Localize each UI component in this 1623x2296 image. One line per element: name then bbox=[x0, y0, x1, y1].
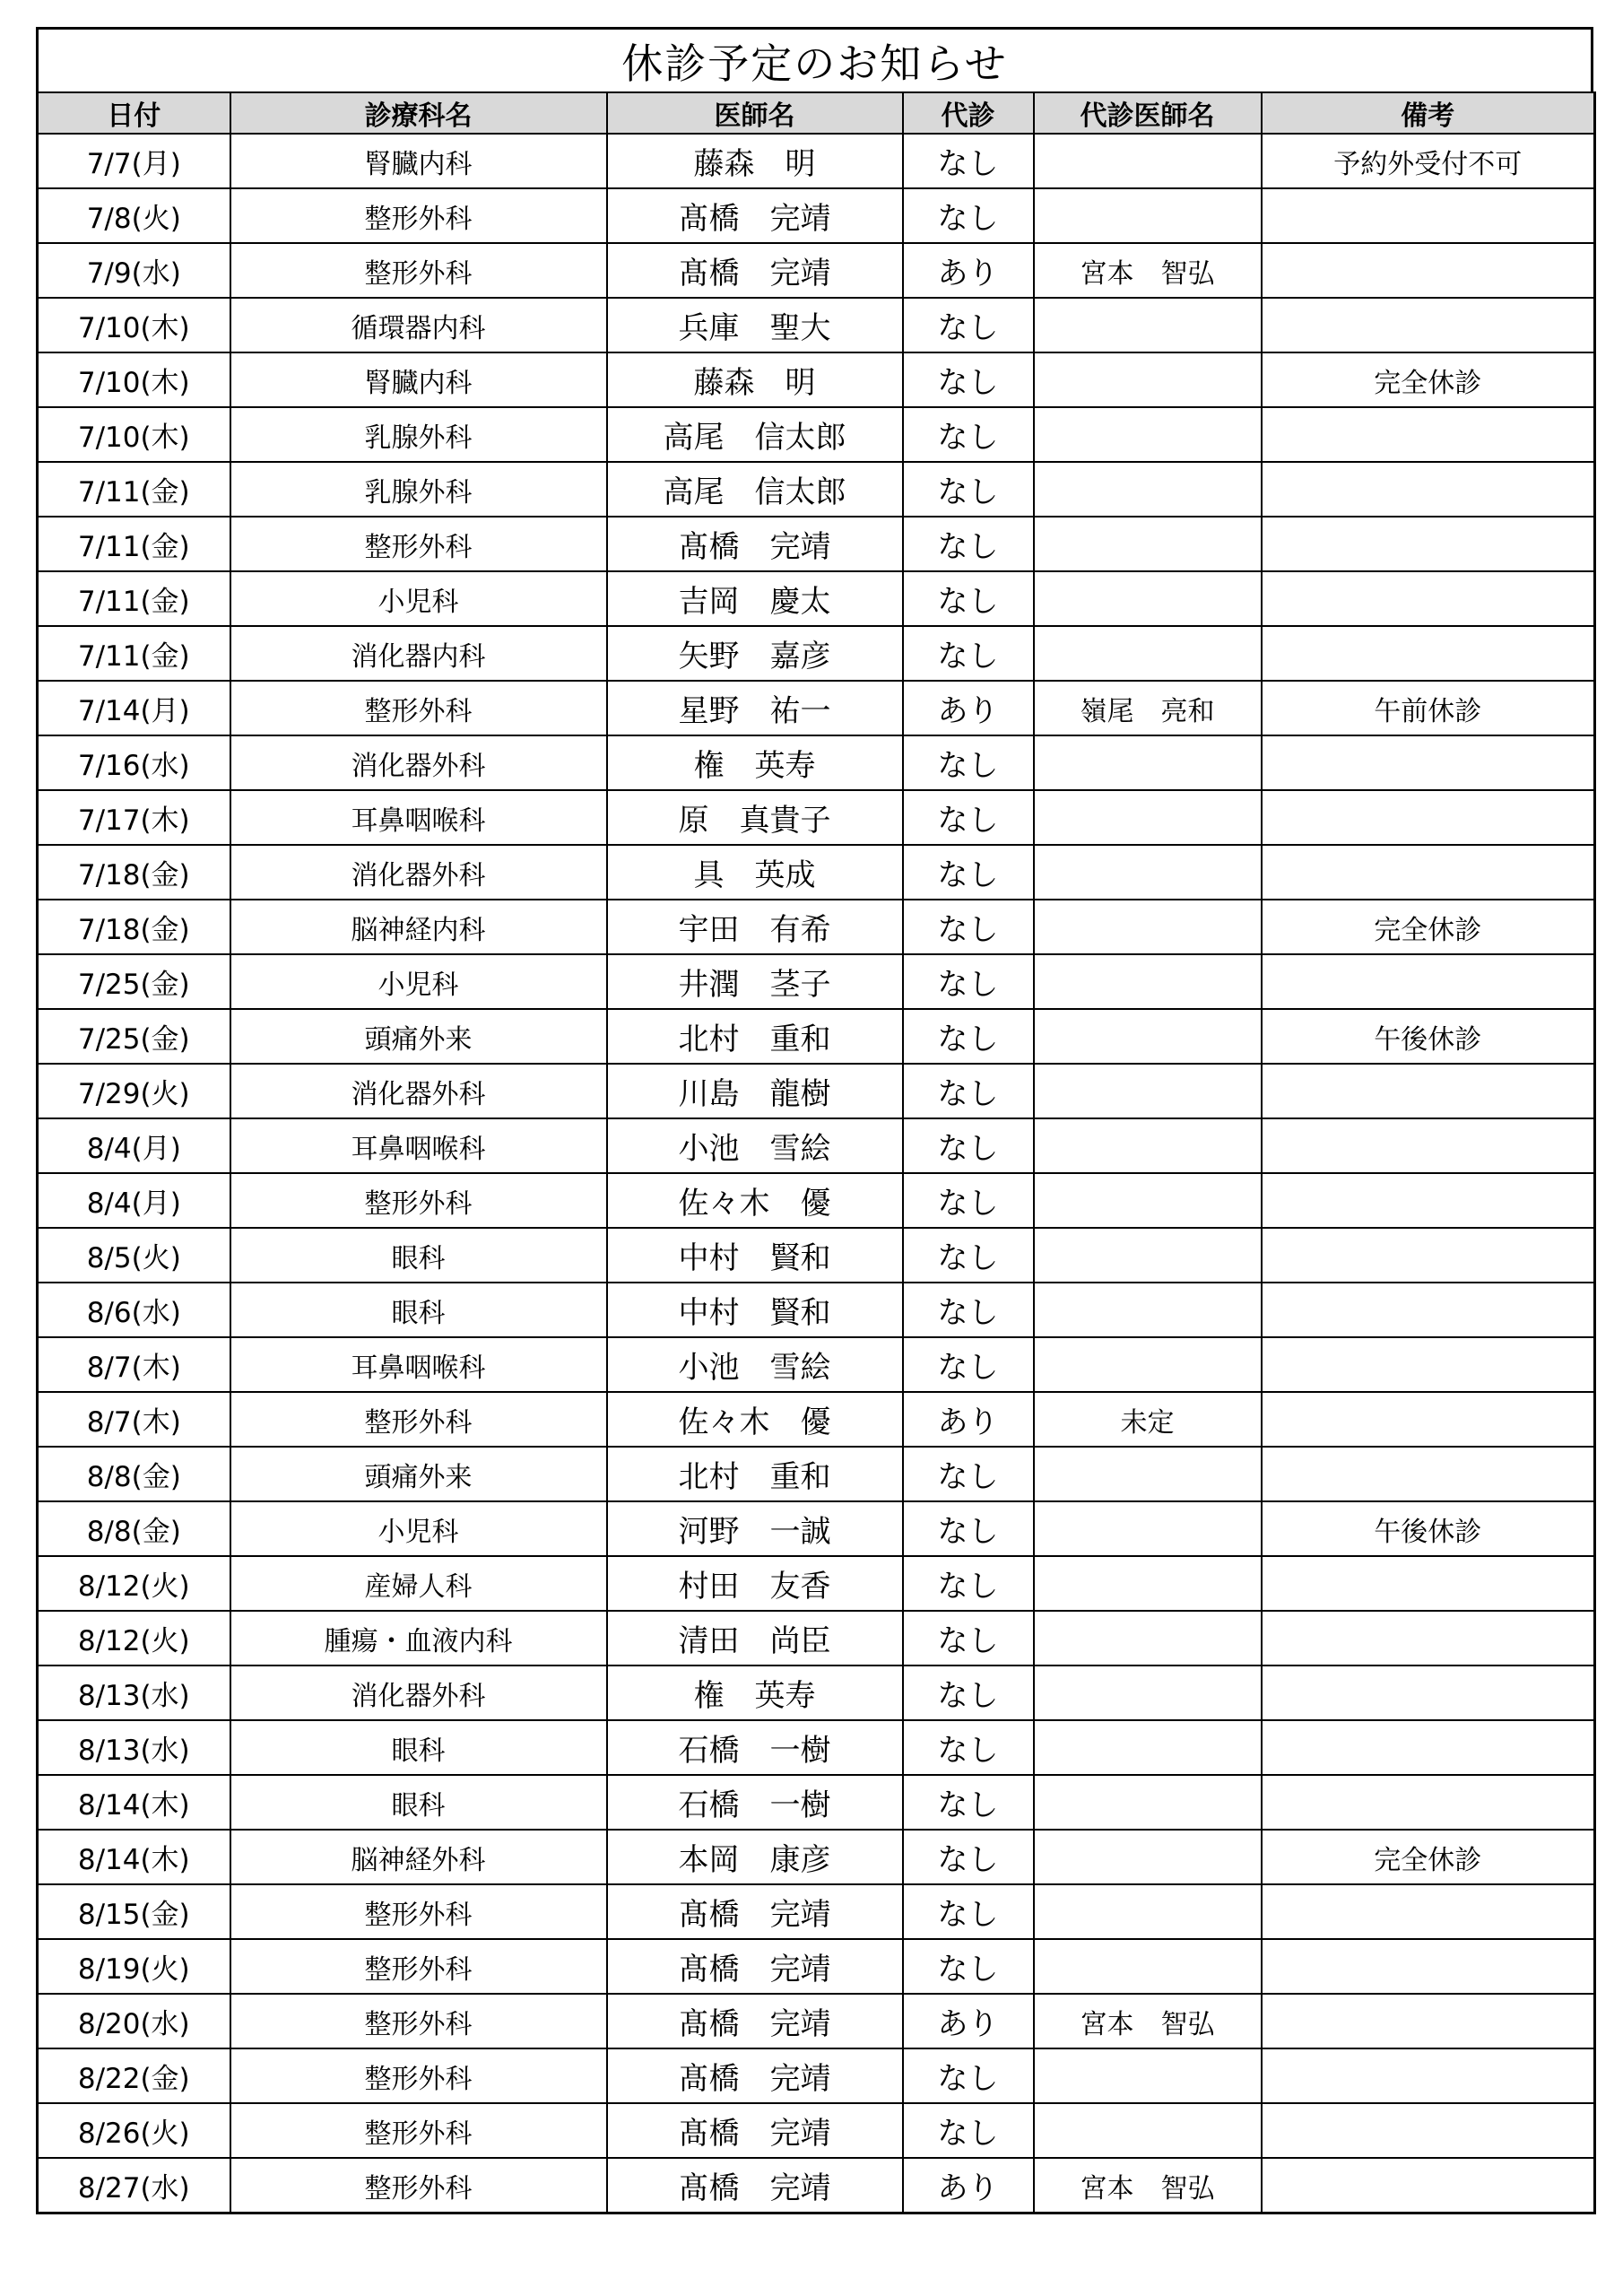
cell-department: 頭痛外来 bbox=[230, 1009, 607, 1064]
cell-substitute: あり bbox=[903, 243, 1034, 298]
cell-doctor: 本岡 康彦 bbox=[607, 1830, 903, 1884]
cell-date: 8/4(月) bbox=[38, 1173, 230, 1228]
cell-substitute: なし bbox=[903, 571, 1034, 626]
cell-note bbox=[1262, 1556, 1595, 1611]
cell-note bbox=[1262, 1884, 1595, 1939]
cell-department: 整形外科 bbox=[230, 1392, 607, 1447]
cell-substitute-doctor bbox=[1034, 845, 1262, 900]
cell-department: 乳腺外科 bbox=[230, 407, 607, 462]
cell-substitute-doctor: 未定 bbox=[1034, 1392, 1262, 1447]
cell-department: 眼科 bbox=[230, 1775, 607, 1830]
cell-substitute: なし bbox=[903, 2048, 1034, 2103]
table-row bbox=[38, 1611, 1595, 1665]
cell-department: 消化器内科 bbox=[230, 626, 607, 681]
cell-note bbox=[1262, 298, 1595, 352]
cell-substitute-doctor bbox=[1034, 1884, 1262, 1939]
cell-doctor: 村田 友香 bbox=[607, 1556, 903, 1611]
header-department: 診療科名 bbox=[230, 92, 607, 134]
table-row bbox=[38, 134, 1595, 188]
cell-doctor: 髙橋 完靖 bbox=[607, 517, 903, 571]
cell-substitute: なし bbox=[903, 188, 1034, 243]
cell-substitute-doctor bbox=[1034, 1228, 1262, 1283]
table-row bbox=[38, 571, 1595, 626]
cell-date: 8/8(金) bbox=[38, 1447, 230, 1501]
table-row bbox=[38, 1994, 1595, 2048]
cell-date: 8/26(火) bbox=[38, 2103, 230, 2158]
cell-doctor: 権 英寿 bbox=[607, 735, 903, 790]
cell-doctor: 吉岡 慶太 bbox=[607, 571, 903, 626]
cell-doctor: 高尾 信太郎 bbox=[607, 462, 903, 517]
closure-schedule-table bbox=[36, 91, 1596, 2214]
cell-substitute-doctor bbox=[1034, 1556, 1262, 1611]
cell-doctor: 北村 重和 bbox=[607, 1447, 903, 1501]
cell-doctor: 髙橋 完靖 bbox=[607, 1884, 903, 1939]
cell-doctor: 原 真貴子 bbox=[607, 790, 903, 845]
cell-department: 小児科 bbox=[230, 954, 607, 1009]
cell-substitute: なし bbox=[903, 1283, 1034, 1337]
header-substitute-doctor: 代診医師名 bbox=[1034, 92, 1262, 134]
cell-department: 腎臓内科 bbox=[230, 134, 607, 188]
cell-note bbox=[1262, 1775, 1595, 1830]
cell-department: 眼科 bbox=[230, 1283, 607, 1337]
cell-date: 7/18(金) bbox=[38, 845, 230, 900]
cell-date: 7/11(金) bbox=[38, 626, 230, 681]
cell-substitute-doctor bbox=[1034, 1501, 1262, 1556]
table-row bbox=[38, 954, 1595, 1009]
cell-substitute: なし bbox=[903, 1665, 1034, 1720]
cell-note bbox=[1262, 1939, 1595, 1994]
cell-note bbox=[1262, 1392, 1595, 1447]
cell-substitute-doctor bbox=[1034, 626, 1262, 681]
cell-department: 整形外科 bbox=[230, 2048, 607, 2103]
cell-department: 耳鼻咽喉科 bbox=[230, 1337, 607, 1392]
cell-note bbox=[1262, 1228, 1595, 1283]
cell-substitute-doctor bbox=[1034, 1447, 1262, 1501]
cell-substitute: なし bbox=[903, 954, 1034, 1009]
table-row bbox=[38, 1337, 1595, 1392]
cell-note bbox=[1262, 1337, 1595, 1392]
cell-note bbox=[1262, 2048, 1595, 2103]
cell-date: 8/14(木) bbox=[38, 1830, 230, 1884]
cell-substitute-doctor bbox=[1034, 1118, 1262, 1173]
cell-note bbox=[1262, 1283, 1595, 1337]
cell-substitute: なし bbox=[903, 626, 1034, 681]
cell-substitute-doctor bbox=[1034, 954, 1262, 1009]
cell-department: 眼科 bbox=[230, 1720, 607, 1775]
cell-note bbox=[1262, 1994, 1595, 2048]
cell-date: 7/10(木) bbox=[38, 407, 230, 462]
cell-department: 耳鼻咽喉科 bbox=[230, 790, 607, 845]
cell-substitute: あり bbox=[903, 1994, 1034, 2048]
cell-doctor: 藤森 明 bbox=[607, 134, 903, 188]
cell-doctor: 髙橋 完靖 bbox=[607, 1994, 903, 2048]
cell-note bbox=[1262, 188, 1595, 243]
cell-department: 腎臓内科 bbox=[230, 352, 607, 407]
cell-substitute: なし bbox=[903, 517, 1034, 571]
cell-substitute-doctor bbox=[1034, 1720, 1262, 1775]
cell-substitute: なし bbox=[903, 1720, 1034, 1775]
cell-substitute: なし bbox=[903, 407, 1034, 462]
table-row bbox=[38, 188, 1595, 243]
cell-note bbox=[1262, 517, 1595, 571]
cell-doctor: 髙橋 完靖 bbox=[607, 1939, 903, 1994]
table-row bbox=[38, 352, 1595, 407]
cell-note bbox=[1262, 407, 1595, 462]
cell-date: 8/13(水) bbox=[38, 1665, 230, 1720]
header-note: 備考 bbox=[1262, 92, 1595, 134]
cell-date: 8/14(木) bbox=[38, 1775, 230, 1830]
table-row bbox=[38, 517, 1595, 571]
cell-note bbox=[1262, 1665, 1595, 1720]
cell-department: 整形外科 bbox=[230, 1939, 607, 1994]
cell-substitute: なし bbox=[903, 1337, 1034, 1392]
cell-substitute: なし bbox=[903, 1064, 1034, 1118]
cell-substitute: なし bbox=[903, 735, 1034, 790]
table-row bbox=[38, 681, 1595, 735]
cell-substitute-doctor bbox=[1034, 298, 1262, 352]
cell-date: 8/7(木) bbox=[38, 1392, 230, 1447]
cell-note: 完全休診 bbox=[1262, 1830, 1595, 1884]
cell-date: 8/4(月) bbox=[38, 1118, 230, 1173]
table-row bbox=[38, 626, 1595, 681]
cell-date: 8/15(金) bbox=[38, 1884, 230, 1939]
cell-substitute: なし bbox=[903, 352, 1034, 407]
cell-substitute: なし bbox=[903, 1009, 1034, 1064]
table-row bbox=[38, 2103, 1595, 2158]
cell-doctor: 井潤 茎子 bbox=[607, 954, 903, 1009]
cell-substitute: あり bbox=[903, 2158, 1034, 2213]
cell-doctor: 佐々木 優 bbox=[607, 1392, 903, 1447]
cell-substitute: あり bbox=[903, 1392, 1034, 1447]
cell-substitute: なし bbox=[903, 298, 1034, 352]
cell-substitute: なし bbox=[903, 1447, 1034, 1501]
table-row bbox=[38, 1501, 1595, 1556]
cell-substitute-doctor bbox=[1034, 1775, 1262, 1830]
header-date: 日付 bbox=[38, 92, 230, 134]
table-row bbox=[38, 1118, 1595, 1173]
cell-date: 7/18(金) bbox=[38, 900, 230, 954]
cell-substitute: なし bbox=[903, 790, 1034, 845]
cell-department: 小児科 bbox=[230, 571, 607, 626]
cell-note: 完全休診 bbox=[1262, 900, 1595, 954]
cell-note bbox=[1262, 1064, 1595, 1118]
cell-date: 7/14(月) bbox=[38, 681, 230, 735]
cell-substitute: あり bbox=[903, 681, 1034, 735]
cell-doctor: 河野 一誠 bbox=[607, 1501, 903, 1556]
table-row bbox=[38, 1392, 1595, 1447]
cell-note bbox=[1262, 790, 1595, 845]
cell-department: 循環器内科 bbox=[230, 298, 607, 352]
cell-department: 整形外科 bbox=[230, 2158, 607, 2213]
cell-doctor: 小池 雪絵 bbox=[607, 1118, 903, 1173]
cell-department: 消化器外科 bbox=[230, 735, 607, 790]
cell-substitute-doctor bbox=[1034, 2048, 1262, 2103]
table-row bbox=[38, 2158, 1595, 2213]
cell-substitute-doctor: 宮本 智弘 bbox=[1034, 243, 1262, 298]
cell-department: 消化器外科 bbox=[230, 1064, 607, 1118]
cell-department: 整形外科 bbox=[230, 243, 607, 298]
table-row bbox=[38, 1009, 1595, 1064]
cell-department: 整形外科 bbox=[230, 1173, 607, 1228]
cell-substitute-doctor bbox=[1034, 1665, 1262, 1720]
cell-substitute-doctor bbox=[1034, 517, 1262, 571]
cell-doctor: 高尾 信太郎 bbox=[607, 407, 903, 462]
cell-substitute-doctor: 嶺尾 亮和 bbox=[1034, 681, 1262, 735]
cell-substitute-doctor bbox=[1034, 462, 1262, 517]
cell-substitute: なし bbox=[903, 1939, 1034, 1994]
cell-substitute-doctor bbox=[1034, 790, 1262, 845]
cell-note bbox=[1262, 1447, 1595, 1501]
cell-doctor: 石橋 一樹 bbox=[607, 1720, 903, 1775]
cell-date: 7/11(金) bbox=[38, 517, 230, 571]
cell-department: 脳神経内科 bbox=[230, 900, 607, 954]
cell-doctor: 兵庫 聖大 bbox=[607, 298, 903, 352]
cell-substitute-doctor bbox=[1034, 1064, 1262, 1118]
cell-note: 午後休診 bbox=[1262, 1009, 1595, 1064]
cell-doctor: 藤森 明 bbox=[607, 352, 903, 407]
cell-note bbox=[1262, 2103, 1595, 2158]
table-body bbox=[38, 134, 1595, 2213]
cell-substitute: なし bbox=[903, 1775, 1034, 1830]
cell-note bbox=[1262, 735, 1595, 790]
cell-note bbox=[1262, 571, 1595, 626]
cell-note: 午後休診 bbox=[1262, 1501, 1595, 1556]
cell-note bbox=[1262, 626, 1595, 681]
cell-date: 7/29(火) bbox=[38, 1064, 230, 1118]
cell-date: 8/8(金) bbox=[38, 1501, 230, 1556]
cell-department: 眼科 bbox=[230, 1228, 607, 1283]
cell-date: 7/7(月) bbox=[38, 134, 230, 188]
cell-department: 乳腺外科 bbox=[230, 462, 607, 517]
cell-substitute-doctor: 宮本 智弘 bbox=[1034, 1994, 1262, 2048]
cell-department: 整形外科 bbox=[230, 517, 607, 571]
cell-date: 7/9(水) bbox=[38, 243, 230, 298]
cell-substitute: なし bbox=[903, 845, 1034, 900]
cell-department: 消化器外科 bbox=[230, 1665, 607, 1720]
table-row bbox=[38, 1830, 1595, 1884]
cell-date: 7/10(木) bbox=[38, 298, 230, 352]
schedule-sheet bbox=[36, 27, 1593, 2214]
cell-substitute-doctor bbox=[1034, 571, 1262, 626]
cell-substitute: なし bbox=[903, 134, 1034, 188]
cell-date: 7/25(金) bbox=[38, 1009, 230, 1064]
cell-department: 消化器外科 bbox=[230, 845, 607, 900]
cell-date: 8/20(水) bbox=[38, 1994, 230, 2048]
table-row bbox=[38, 2048, 1595, 2103]
cell-doctor: 星野 祐一 bbox=[607, 681, 903, 735]
cell-substitute-doctor bbox=[1034, 134, 1262, 188]
cell-doctor: 清田 尚臣 bbox=[607, 1611, 903, 1665]
cell-department: 腫瘍・血液内科 bbox=[230, 1611, 607, 1665]
table-row bbox=[38, 1665, 1595, 1720]
cell-note bbox=[1262, 1611, 1595, 1665]
cell-doctor: 小池 雪絵 bbox=[607, 1337, 903, 1392]
cell-substitute-doctor bbox=[1034, 1611, 1262, 1665]
table-row bbox=[38, 790, 1595, 845]
cell-date: 8/5(火) bbox=[38, 1228, 230, 1283]
cell-department: 整形外科 bbox=[230, 188, 607, 243]
cell-date: 7/16(水) bbox=[38, 735, 230, 790]
cell-substitute: なし bbox=[903, 1556, 1034, 1611]
cell-date: 8/27(水) bbox=[38, 2158, 230, 2213]
cell-doctor: 髙橋 完靖 bbox=[607, 2103, 903, 2158]
cell-doctor: 髙橋 完靖 bbox=[607, 2048, 903, 2103]
table-row bbox=[38, 243, 1595, 298]
cell-date: 7/11(金) bbox=[38, 462, 230, 517]
cell-department: 小児科 bbox=[230, 1501, 607, 1556]
table-row bbox=[38, 900, 1595, 954]
cell-note bbox=[1262, 1173, 1595, 1228]
cell-substitute: なし bbox=[903, 1884, 1034, 1939]
cell-substitute-doctor bbox=[1034, 900, 1262, 954]
cell-substitute: なし bbox=[903, 1173, 1034, 1228]
cell-department: 産婦人科 bbox=[230, 1556, 607, 1611]
cell-date: 8/6(水) bbox=[38, 1283, 230, 1337]
cell-substitute: なし bbox=[903, 1228, 1034, 1283]
cell-doctor: 北村 重和 bbox=[607, 1009, 903, 1064]
cell-substitute: なし bbox=[903, 1611, 1034, 1665]
table-row bbox=[38, 735, 1595, 790]
cell-note bbox=[1262, 954, 1595, 1009]
table-row bbox=[38, 1447, 1595, 1501]
cell-doctor: 川島 龍樹 bbox=[607, 1064, 903, 1118]
cell-note bbox=[1262, 243, 1595, 298]
cell-substitute: なし bbox=[903, 2103, 1034, 2158]
cell-date: 7/17(木) bbox=[38, 790, 230, 845]
cell-substitute-doctor bbox=[1034, 407, 1262, 462]
cell-date: 8/12(火) bbox=[38, 1611, 230, 1665]
cell-substitute: なし bbox=[903, 1501, 1034, 1556]
table-header-row bbox=[38, 92, 1595, 134]
cell-department: 耳鼻咽喉科 bbox=[230, 1118, 607, 1173]
cell-note: 予約外受付不可 bbox=[1262, 134, 1595, 188]
table-row bbox=[38, 462, 1595, 517]
cell-date: 7/10(木) bbox=[38, 352, 230, 407]
cell-note bbox=[1262, 1118, 1595, 1173]
cell-substitute-doctor bbox=[1034, 1830, 1262, 1884]
cell-date: 8/12(火) bbox=[38, 1556, 230, 1611]
cell-department: 整形外科 bbox=[230, 1994, 607, 2048]
cell-doctor: 宇田 有希 bbox=[607, 900, 903, 954]
cell-department: 整形外科 bbox=[230, 681, 607, 735]
cell-note: 午前休診 bbox=[1262, 681, 1595, 735]
cell-doctor: 中村 賢和 bbox=[607, 1283, 903, 1337]
cell-date: 8/19(火) bbox=[38, 1939, 230, 1994]
cell-date: 8/7(木) bbox=[38, 1337, 230, 1392]
table-row bbox=[38, 1283, 1595, 1337]
table-row bbox=[38, 1775, 1595, 1830]
cell-date: 8/22(金) bbox=[38, 2048, 230, 2103]
cell-date: 8/13(水) bbox=[38, 1720, 230, 1775]
table-row bbox=[38, 1228, 1595, 1283]
cell-substitute-doctor: 宮本 智弘 bbox=[1034, 2158, 1262, 2213]
cell-substitute-doctor bbox=[1034, 2103, 1262, 2158]
cell-doctor: 髙橋 完靖 bbox=[607, 2158, 903, 2213]
table-row bbox=[38, 1064, 1595, 1118]
cell-substitute-doctor bbox=[1034, 1009, 1262, 1064]
table-row bbox=[38, 1173, 1595, 1228]
page-title: 休診予定のお知らせ bbox=[36, 27, 1593, 91]
cell-note bbox=[1262, 845, 1595, 900]
cell-substitute-doctor bbox=[1034, 188, 1262, 243]
cell-doctor: 具 英成 bbox=[607, 845, 903, 900]
cell-substitute-doctor bbox=[1034, 352, 1262, 407]
cell-department: 整形外科 bbox=[230, 2103, 607, 2158]
cell-doctor: 佐々木 優 bbox=[607, 1173, 903, 1228]
table-row bbox=[38, 407, 1595, 462]
cell-note bbox=[1262, 2158, 1595, 2213]
cell-doctor: 髙橋 完靖 bbox=[607, 243, 903, 298]
cell-doctor: 権 英寿 bbox=[607, 1665, 903, 1720]
cell-substitute-doctor bbox=[1034, 1173, 1262, 1228]
cell-doctor: 石橋 一樹 bbox=[607, 1775, 903, 1830]
cell-substitute: なし bbox=[903, 900, 1034, 954]
cell-date: 7/25(金) bbox=[38, 954, 230, 1009]
cell-substitute-doctor bbox=[1034, 735, 1262, 790]
cell-note: 完全休診 bbox=[1262, 352, 1595, 407]
cell-substitute-doctor bbox=[1034, 1283, 1262, 1337]
cell-substitute: なし bbox=[903, 462, 1034, 517]
cell-doctor: 矢野 嘉彦 bbox=[607, 626, 903, 681]
table-row bbox=[38, 298, 1595, 352]
cell-substitute: なし bbox=[903, 1830, 1034, 1884]
table-row bbox=[38, 1720, 1595, 1775]
table-row bbox=[38, 1556, 1595, 1611]
cell-substitute: なし bbox=[903, 1118, 1034, 1173]
header-substitute: 代診 bbox=[903, 92, 1034, 134]
cell-date: 7/11(金) bbox=[38, 571, 230, 626]
cell-doctor: 中村 賢和 bbox=[607, 1228, 903, 1283]
cell-doctor: 髙橋 完靖 bbox=[607, 188, 903, 243]
cell-date: 7/8(火) bbox=[38, 188, 230, 243]
cell-substitute-doctor bbox=[1034, 1337, 1262, 1392]
table-row bbox=[38, 1939, 1595, 1994]
cell-note bbox=[1262, 462, 1595, 517]
cell-note bbox=[1262, 1720, 1595, 1775]
header-doctor: 医師名 bbox=[607, 92, 903, 134]
cell-substitute-doctor bbox=[1034, 1939, 1262, 1994]
cell-department: 整形外科 bbox=[230, 1884, 607, 1939]
table-row bbox=[38, 845, 1595, 900]
cell-department: 頭痛外来 bbox=[230, 1447, 607, 1501]
table-row bbox=[38, 1884, 1595, 1939]
cell-department: 脳神経外科 bbox=[230, 1830, 607, 1884]
